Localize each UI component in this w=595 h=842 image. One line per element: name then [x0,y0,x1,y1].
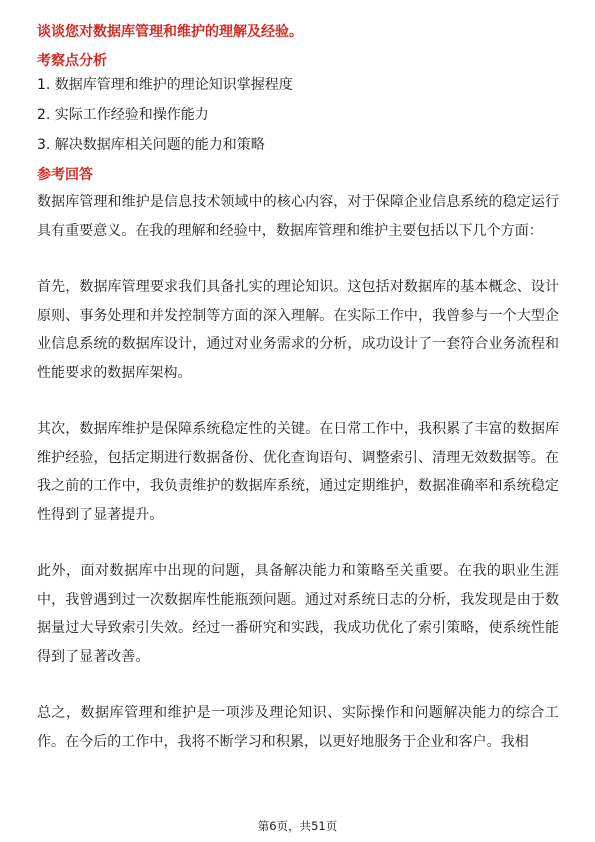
analysis-point: 1. 数据库管理和维护的理论知识掌握程度 [37,77,293,93]
answer-heading: 参考回答 [37,167,93,183]
answer-paragraph: 数据库管理和维护是信息技术领域中的核心内容，对于保障企业信息系统的稳定运行具有重要意义。在我的理解和经验中，数据库管理和维护主要包括以下几个方面： [37,194,559,239]
answer-paragraph: 此外，面对数据库中出现的问题，具备解决能力和策略至关重要。在我的职业生涯中，我曾遇到过一次数据库性能瓶颈问题。通过对系统日志的分析，我发现是由于数据量过大导致索引失效。经过一番研究和实践，我成功优化了索引策略，使系统性能得到了显著改善。 [37,563,559,665]
answer-paragraph: 其次，数据库维护是保障系统稳定性的关键。在日常工作中，我积累了丰富的数据库维护经验，包括定期进行数据备份、优化查询语句、调整索引、清理无效数据等。在我之前的工作中，我负责维护的数据库系统，通过定期维护，数据准确率和系统稳定性得到了显著提升。 [37,421,559,523]
analysis-points [37,75,559,155]
analysis-heading: 考察点分析 [37,53,107,69]
document-page [37,22,559,756]
answer-paragraph: 首先，数据库管理要求我们具备扎实的理论知识。这包括对数据库的基本概念、设计原则、事务处理和并发控制等方面的深入理解。在实际工作中，我曾参与一个大型企业信息系统的数据库设计，通过对业务需求的分析，成功设计了一套符合业务流程和性能要求的数据库架构。 [37,279,559,381]
answer-paragraph: 总之，数据库管理和维护是一项涉及理论知识、实际操作和问题解决能力的综合工作。在今后的工作中，我将不断学习和积累，以更好地服务于企业和客户。我相 [37,705,559,750]
page-number: 第6页，共51页 [257,819,338,833]
question-title: 谈谈您对数据库管理和维护的理解及经验。 [37,24,303,40]
analysis-point: 3. 解决数据库相关问题的能力和策略 [37,137,265,153]
analysis-point: 2. 实际工作经验和操作能力 [37,107,209,123]
